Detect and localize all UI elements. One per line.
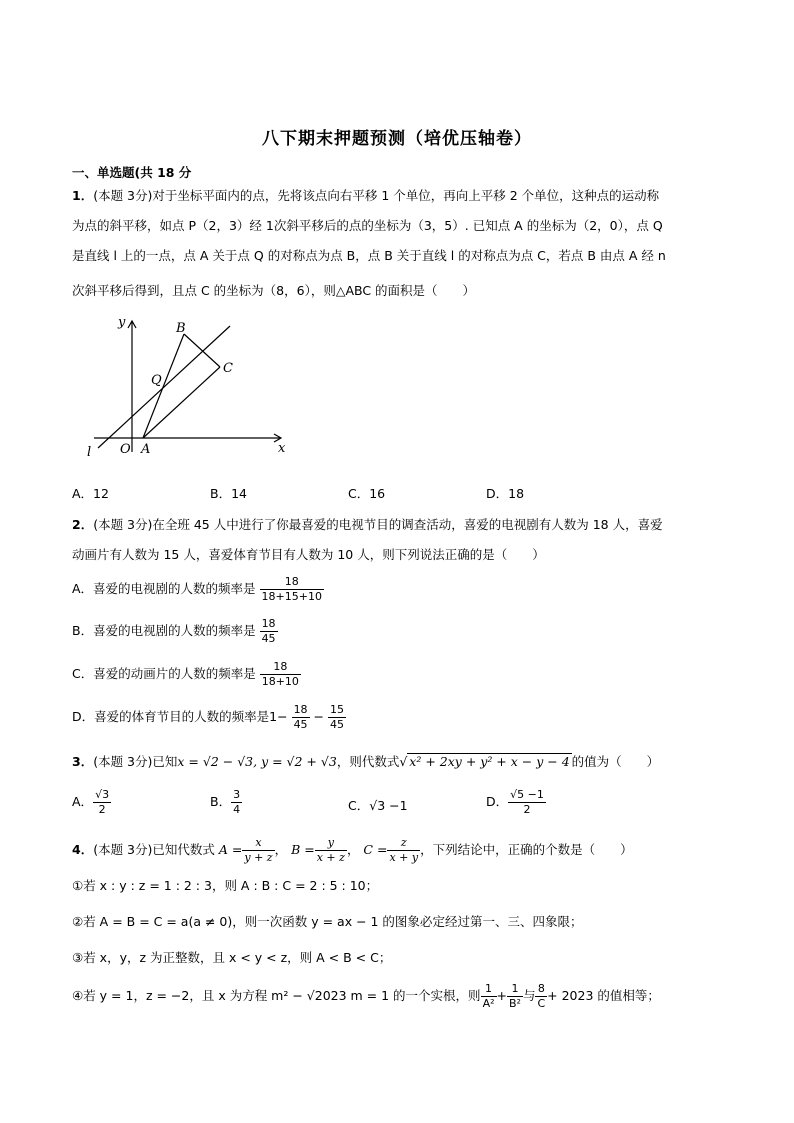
q4-statement-2: ②若 A = B = C = a(a ≠ 0)，则一次函数 y = ax − 1 的图象必定经过第一、三、四象限； [72, 914, 583, 929]
section-heading: 一、单选题(共 18 分 [72, 165, 192, 180]
page-title: 八下期末押题预测（培优压轴卷） [262, 129, 532, 149]
q4-s4-fraction-3: $\frac{8}{C}$ [537, 982, 546, 1010]
label-a: A [141, 442, 151, 457]
q1-option-a[interactable]: A．12 [72, 486, 109, 501]
q3-option-d[interactable]: D． $\frac{√5 -1}{2}$ [486, 788, 544, 816]
segment-bc [184, 334, 220, 367]
q3-d-fraction: $\frac{√5 -1}{2}$ [510, 788, 544, 816]
q1-number: 1． [72, 188, 94, 203]
q1-line-4: 次斜平移后得到，且点 C 的坐标为（8，6），则△ABC 的面积是（ ） [72, 283, 476, 298]
q1-line-2: 为点的斜平移，如点 P（2，3）经 1次斜平移后的点的坐标为（3，5）. 已知点 A 的坐标为（2，0），点 Q [72, 218, 663, 233]
q2-c-fraction: $\frac{18}{18+10}$ [261, 660, 299, 688]
q4-b-fraction: $\frac{y}{x + z}$ [316, 836, 345, 864]
label-o: O [120, 442, 131, 457]
q4-a-fraction: $\frac{x}{y + z}$ [244, 836, 273, 864]
q2-option-b[interactable]: B．喜爱的电视剧的人数的频率是 $\frac{18}{45}$ [72, 617, 276, 645]
q3-stem: 3．(本题 3分)已知x = √2 − √3, y = √2 + √3，则代数式√ x² + 2xy + y² + x − y − 4 的值为（ ） [72, 754, 660, 769]
q4-c-fraction: $\frac{z}{x + y}$ [389, 836, 419, 864]
label-x: x [278, 441, 286, 456]
q4-statement-4: ④若 y = 1，z = −2，且 x 为方程 m² − √2023 m = 1 的一个实根，则 $\frac{1}{\text{A²}}$ + $\frac{1}{\text{B²}}$ 与 $\frac{8}{C}$ + 2023 的值相等； [72, 982, 660, 1010]
line-l [98, 326, 230, 448]
q2-option-c[interactable]: C．喜爱的动画片的人数的频率是 $\frac{18}{18+10}$ [72, 660, 299, 688]
q2-b-fraction: $\frac{18}{45}$ [261, 617, 276, 645]
q3-a-fraction: $\frac{√3}{2}$ [95, 788, 110, 816]
label-b: B [176, 321, 186, 336]
q2-d-fraction-1: $\frac{18}{45}$ [293, 703, 308, 731]
q3-expr: x = √2 − √3, y = √2 + √3 [177, 754, 337, 769]
q1-option-c[interactable]: C．16 [348, 486, 386, 501]
label-l: l [87, 445, 92, 460]
q4-s4-fraction-2: $\frac{1}{\text{B²}}$ [508, 982, 521, 1010]
q3-option-b[interactable]: B． $\frac{3}{4}$ [210, 788, 241, 816]
q1-figure [80, 312, 295, 462]
q4-statement-3: ③若 x，y，z 为正整数，且 x < y < z，则 A < B < C； [72, 950, 392, 965]
q2-line-2: 动画片有人数为 15 人，喜爱体育节目有人数为 10 人，则下列说法正确的是（ ） [72, 547, 545, 562]
q1-option-b[interactable]: B．14 [210, 486, 247, 501]
q2-number: 2． [72, 517, 94, 532]
q4-stem: 4．(本题 3分)已知代数式 A = $\frac{x}{y + z}$ ， B = $\frac{y}{x + z}$ ， C = $\frac{z}{x + y}$ ，下列结论中，正确的个数是（ ） [72, 836, 633, 864]
q3-option-c[interactable]: C．√3 −1 [348, 798, 408, 813]
q4-statement-1: ①若 x : y : z = 1 : 2 : 3，则 A : B : C = 2 : 5 : 10； [72, 878, 379, 893]
q2-option-d[interactable]: D．喜爱的体育节目的人数的频率是1− $\frac{18}{45}$ − $\frac{15}{45}$ [72, 703, 345, 731]
q2-d-fraction-2: $\frac{15}{45}$ [330, 703, 345, 731]
q3-b-fraction: $\frac{3}{4}$ [233, 788, 241, 816]
q2-a-fraction: $\frac{18}{18+15+10}$ [261, 575, 322, 603]
q1-line-3: 是直线 l 上的一点，点 A 关于点 Q 的对称点为点 B，点 B 关于直线 l 的对称点为点 C，若点 B 由点 A 经 n [72, 248, 666, 263]
q1-option-d[interactable]: D．18 [486, 486, 525, 501]
q3-option-a[interactable]: A． $\frac{√3}{2}$ [72, 788, 110, 816]
label-c: C [223, 361, 233, 376]
q2-option-a[interactable]: A．喜爱的电视剧的人数的频率是 $\frac{18}{18+15+10}$ [72, 575, 322, 603]
q2-line-1: 2．(本题 3分)在全班 45 人中进行了你最喜爱的电视节目的调查活动，喜爱的电视剧有人数为 18 人，喜爱 [72, 517, 663, 532]
q1-line-1: 1．(本题 3分)对于坐标平面内的点，先将该点向右平移 1 个单位，再向上平移 2 个单位，这种点的运动称 [72, 188, 660, 203]
label-y: y [118, 315, 126, 330]
segment-ab [143, 334, 184, 438]
q4-s4-fraction-1: $\frac{1}{\text{A²}}$ [482, 982, 495, 1010]
q4-number: 4． [72, 842, 94, 857]
q3-number: 3． [72, 754, 94, 769]
label-q: Q [151, 373, 162, 388]
q3-radical: x² + 2xy + y² + x − y − 4 [409, 754, 570, 769]
